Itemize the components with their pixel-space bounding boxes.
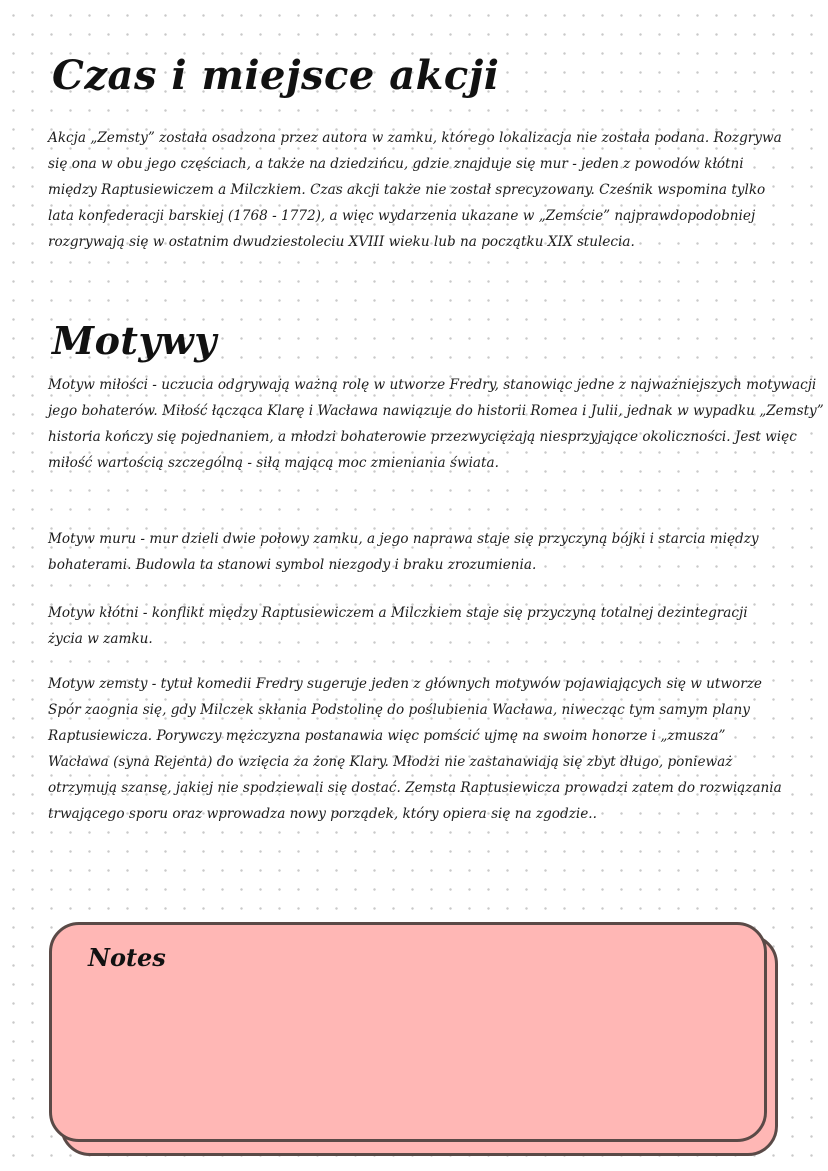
notes-box [49, 922, 767, 1142]
paragraph-motif-love: Motyw miłości - uczucia odgrywają ważną rolę w utworze Fredry, stanowiąc jedne z najważniejszych motywacji jego bohaterów. Miłość łącząca Klarę i Wacława nawiązuje do historii Romea i Julii, jednak w wypadku „Zemsty” historia kończy się pojednaniem, a młodzi bohaterowie przezwyciężają niesprzyjające okoliczności. Jest więc miłość wartością szczególną - siłą mającą moc zmieniania świata. [48, 377, 824, 471]
paragraph-time-place: Akcja „Zemsty” została osadzona przez autora w zamku, którego lokalizacja nie została podana. Rozgrywa się ona w obu jego częściach, a także na dziedzińcu, gdzie znajduje się mur - jeden z powodów kłótni między Raptusiewiczem a Milczkiem. Czas akcji także nie został sprecyzowany. Cześnik wspomina tylko lata konfederacji barskiej (1768 - 1772), a więc wydarzenia ukazane w „Zemście” najprawdopodobniej rozgrywają się w ostatnim dwudziestoleciu XVIII wieku lub na początku XIX stulecia. [48, 130, 782, 250]
paragraph-motif-revenge: Motyw zemsty - tytuł komedii Fredry sugeruje jeden z głównych motywów pojawiających się w utworze Spór zaognia się, gdy Milczek skłania Podstolinę do poślubienia Wacława, niwecząc tym samym plany Raptusiewicza. Porywczy mężczyzna postanawia więc pomścić ujmę na swoim honorze i „zmusza” Wacława (syna Rejenta) do wzięcia za żonę Klary. Młodzi nie zastanawiają się zbyt długo, ponieważ otrzymują szansę, jakiej nie spodziewali się dostać. Zemsta Raptusiewicza prowadzi zatem do rozwiązania trwającego sporu oraz wprowadza nowy porządek, który opiera się na zgodzie.. [48, 676, 782, 822]
notes-title: Notes [88, 943, 166, 972]
section-title-time-place: Czas i miejsce akcji [52, 52, 500, 99]
paragraph-motif-wall: Motyw muru - mur dzieli dwie połowy zamku, a jego naprawa staje się przyczyną bójki i starcia między bohaterami. Budowla ta stanowi symbol niezgody i braku zrozumienia. [48, 531, 759, 573]
section-title-motifs: Motywy [52, 318, 217, 363]
paragraph-motif-quarrel: Motyw kłótni - konflikt między Raptusiewiczem a Milczkiem staje się przyczyną totalnej dezintegracji życia w zamku. [48, 605, 748, 647]
